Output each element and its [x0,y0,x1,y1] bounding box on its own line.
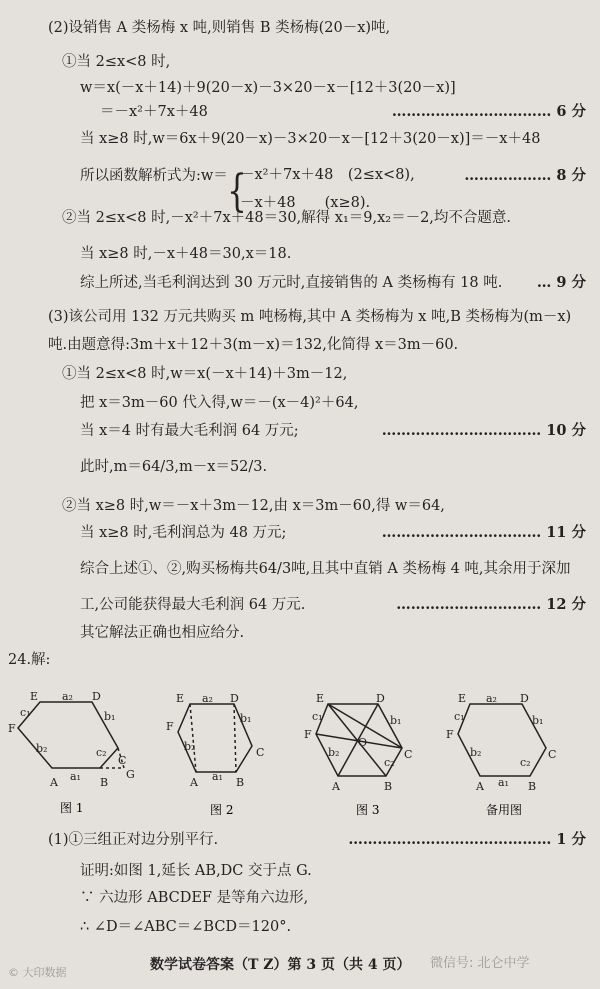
line-text: 工,公司能获得最大毛利润 64 万元. [80,597,306,613]
score-line [0,594,600,616]
figures [0,690,600,830]
svg-text:c₁: c₁ [454,710,465,723]
line-text: (2)设销售 A 类杨梅 x 吨,则销售 B 类杨梅(20－x)吨, [48,20,391,36]
score-line [0,420,600,442]
text-line [0,17,600,39]
score-line [0,829,600,851]
text-line [0,860,600,882]
fig1-label-b: B [100,776,109,789]
text-line [0,887,600,909]
svg-text:a₁: a₁ [498,776,509,789]
text-line [0,916,600,938]
svg-text:c₂: c₂ [384,756,395,769]
fig1-label-d: D [92,690,101,703]
score-line [0,522,600,544]
fig1-label-a: A [50,776,58,789]
svg-text:A: A [476,780,484,793]
fig3-label-o: O [358,736,368,749]
text-line [0,649,600,671]
svg-text:b₂: b₂ [184,740,196,753]
page-footer [0,950,600,980]
line-text: 当 x＝4 时有最大毛利润 64 万元; [80,423,299,439]
fig1-label-c: C [118,754,127,767]
fig1-label-b2: b₂ [36,742,48,755]
line-text: (1)①三组正对边分别平行. [48,832,219,848]
svg-text:b₂: b₂ [470,746,482,759]
score-line [0,272,600,294]
fig1-label-e: E [30,690,39,703]
text-line [0,128,600,150]
score-marker: … 9 分 [536,274,586,291]
svg-text:A: A [190,776,198,789]
svg-text:C: C [404,748,413,761]
svg-text:F: F [446,728,454,741]
line-text: ①当 2≤x<8 时, [62,54,171,70]
fig1-label-a1: a₁ [70,770,81,783]
score-line [0,165,600,187]
fig2-dashed-right [234,704,236,772]
line-text: 其它解法正确也相应给分. [80,625,245,641]
line-text: ①当 2≤x<8 时,w＝x(－x＋14)＋3m－12, [62,366,348,382]
score-marker: …………………………… 11 分 [381,524,586,541]
line-text: ∴ ∠D＝∠ABC＝∠BCD＝120°. [80,919,292,935]
piecewise-case-1: －x²＋7x＋48 (2≤x<8), [240,167,415,183]
svg-text:a₂: a₂ [486,692,497,705]
svg-text:b₁: b₁ [390,714,402,727]
text-line [0,363,600,385]
svg-text:C: C [256,746,265,759]
line-text: 此时,m＝64/3,m－x＝52/3. [80,459,268,475]
svg-text:b₁: b₁ [532,714,544,727]
fig1-label-g: G [126,768,135,781]
line-text: 吨.由题意得:3m＋x＋12＋3(m－x)＝132,化简得 x＝3m－60. [48,337,459,353]
svg-text:b₁: b₁ [240,712,252,725]
fig1-label-c1: c₁ [20,706,31,719]
svg-text:E: E [176,692,185,705]
fig1-label-c2: c₂ [96,746,107,759]
line-text: (3)该公司用 132 万元共购买 m 吨杨梅,其中 A 类杨梅为 x 吨,B 类杨梅为(m－x) [48,309,572,325]
score-marker: …………………………………… 1 分 [348,831,586,848]
line-text: ②当 x≥8 时,w＝－x＋3m－12,由 x＝3m－60,得 w＝64, [62,498,445,514]
piecewise-case-2: －x＋48 (x≥8). [240,195,371,211]
svg-text:D: D [230,692,239,705]
svg-text:E: E [458,692,467,705]
fig1-label-f: F [8,722,16,735]
fig4-caption: 备用图 [486,803,523,817]
fig1-label-a2: a₂ [62,690,73,703]
fig1-label-b1: b₁ [104,710,116,723]
svg-text:E: E [316,692,325,705]
svg-text:F: F [166,720,174,733]
line-text: 综合上述①、②,购买杨梅共64/3吨,且其中直销 A 类杨梅 4 吨,其余用于深加 [80,561,571,577]
svg-text:D: D [520,692,529,705]
svg-text:F: F [304,728,312,741]
svg-text:b₂: b₂ [328,746,340,759]
score-marker: …………………………… 6 分 [391,103,586,120]
piecewise-brace: { [227,166,247,217]
score-marker: …………………………… 10 分 [381,422,586,439]
text-line [0,456,600,478]
line-text: 所以函数解析式为:w＝ [80,168,228,184]
text-line [0,558,600,580]
watermark-right: 微信号: 北仑中学 [430,956,530,971]
score-line [0,101,600,123]
text-line [0,77,600,99]
svg-text:a₁: a₁ [212,770,223,783]
svg-text:B: B [236,776,245,789]
fig3-caption: 图 3 [356,803,380,817]
line-text: 当 x≥8 时,w＝6x＋9(20－x)－3×20－x－[12＋3(20－x)]＝－x＋48 [80,131,541,147]
fig2-caption: 图 2 [210,803,234,817]
footer-page-info: 数学试卷答案（T Z）第 3 页（共 4 页） [150,957,411,973]
line-text: 当 x≥8 时,－x＋48＝30,x＝18. [80,246,292,262]
svg-text:A: A [332,780,340,793]
text-line [0,243,600,265]
svg-text:a₂: a₂ [202,692,213,705]
text-line [0,51,600,73]
text-line [0,622,600,644]
text-line [0,306,600,328]
line-text: w＝x(－x＋14)＋9(20－x)－3×20－x－[12＋3(20－x)] [80,80,456,96]
watermark-left: © 大印数据 [8,966,67,979]
score-marker: ………………………… 12 分 [396,596,586,613]
svg-text:D: D [376,692,385,705]
svg-text:B: B [384,780,393,793]
piecewise-case-2-line [0,192,600,214]
line-text: 24.解: [8,652,51,668]
line-text: ∵ 六边形 ABCDEF 是等角六边形, [80,890,309,906]
score-marker: ……………… 8 分 [464,167,586,184]
svg-text:C: C [548,748,557,761]
line-text: 综上所述,当毛利润达到 30 万元时,直接销售的 A 类杨梅有 18 吨. [80,275,503,291]
line-text: 证明:如图 1,延长 AB,DC 交于点 G. [80,863,312,879]
svg-text:B: B [528,780,537,793]
text-line [0,495,600,517]
svg-text:c₂: c₂ [520,756,531,769]
text-line [0,334,600,356]
svg-text:c₁: c₁ [312,710,323,723]
line-text: 把 x＝3m－60 代入得,w＝－(x－4)²＋64, [80,395,359,411]
line-text: 当 x≥8 时,毛利润总为 48 万元; [80,525,287,541]
line-text: ②当 2≤x<8 时,－x²＋7x＋48＝30,解得 x₁＝9,x₂＝－2,均不合题意. [62,210,512,226]
text-line [0,392,600,414]
fig1-caption: 图 1 [60,801,84,815]
line-text: ＝－x²＋7x＋48 [100,104,208,120]
